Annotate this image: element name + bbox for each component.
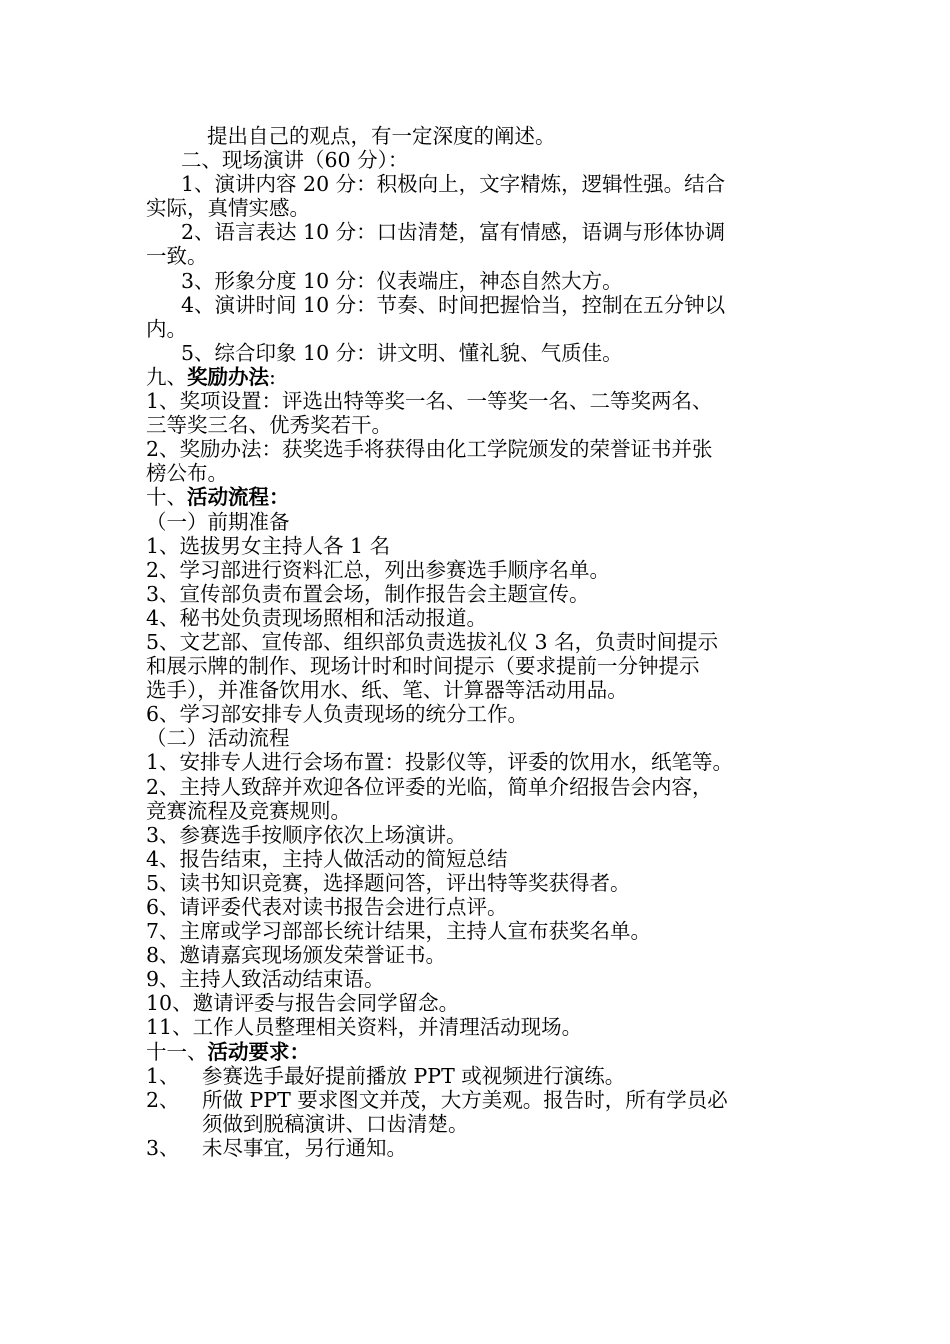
section-2-items xyxy=(146,172,826,365)
subsection-1-title: （一）前期准备 xyxy=(146,509,290,534)
sub1-item-2: 2、学习部进行资料汇总，列出参赛选手顺序名单。 xyxy=(146,557,611,582)
sub2-item-9: 9、主持人致活动结束语。 xyxy=(146,967,385,992)
s11-item-3-line-1: 未尽事宜，另行通知。 xyxy=(202,1135,407,1160)
s2-item-1-line-1: 1、演讲内容 20 分：积极向上，文字精炼，逻辑性强。结合 xyxy=(181,172,726,197)
sub2-item-1: 1、安排专人进行会场布置：投影仪等，评委的饮用水，纸笔等。 xyxy=(146,750,734,775)
sub1-item-5-line-3: 选手），并准备饮用水、纸、笔、计算器等活动用品。 xyxy=(146,678,628,703)
s11-item-2 xyxy=(146,1088,826,1136)
s2-item-3-line-1: 3、形象分度 10 分：仪表端庄，神态自然大方。 xyxy=(181,268,623,293)
section-9-title: 奖励办法 xyxy=(187,364,269,389)
subsection-2-title: （二）活动流程 xyxy=(146,726,290,751)
s9-item-2-line-1: 2、奖励办法：获奖选手将获得由化工学院颁发的荣誉证书并张 xyxy=(146,437,713,462)
sub2-item-2-line-1: 2、主持人致辞并欢迎各位评委的光临，简单介绍报告会内容， xyxy=(146,774,713,799)
section-9-heading xyxy=(146,365,826,389)
section-10-title: 活动流程： xyxy=(187,485,290,510)
s9-item-1-line-1: 1、奖项设置：评选出特等奖一名、一等奖一名、二等奖两名、 xyxy=(146,389,713,414)
sub2-item-10: 10、邀请评委与报告会同学留念。 xyxy=(146,991,460,1016)
subsection-1-items xyxy=(146,534,826,727)
s11-item-1-text xyxy=(202,1064,802,1088)
s11-item-2-line-1: 所做 PPT 要求图文并茂，大方美观。报告时，所有学员必 xyxy=(202,1087,728,1112)
section-10-heading xyxy=(146,485,826,509)
sub1-item-6: 6、学习部安排专人负责现场的统分工作。 xyxy=(146,702,529,727)
sub2-item-8: 8、邀请嘉宾现场颁发荣誉证书。 xyxy=(146,943,447,968)
section-2-title: 二、现场演讲（60 分）： xyxy=(181,148,409,173)
section-9-prefix: 九、 xyxy=(146,364,187,389)
sub2-item-7: 7、主席或学习部部长统计结果，主持人宣布获奖名单。 xyxy=(146,919,652,944)
section-9-suffix: : xyxy=(269,364,276,389)
s2-item-2-line-1: 2、语言表达 10 分：口齿清楚，富有情感，语调与形体协调 xyxy=(181,220,726,245)
subsection-2-items xyxy=(146,750,826,1039)
s11-item-3-text xyxy=(202,1136,802,1160)
intro-continuation: 提出自己的观点，有一定深度的阐述。 xyxy=(207,124,556,148)
s2-item-2-line-2: 一致。 xyxy=(146,244,208,269)
sub1-item-1: 1、选拔男女主持人各 1 名 xyxy=(146,533,391,558)
sub1-item-5-line-1: 5、文艺部、宣传部、组织部负责选拔礼仪 3 名，负责时间提示 xyxy=(146,629,719,654)
s11-item-2-number: 2、 xyxy=(146,1087,180,1112)
s11-item-2-line-2: 须做到脱稿演讲、口齿清楚。 xyxy=(202,1111,469,1136)
sub2-item-2-line-2: 竞赛流程及竞赛规则。 xyxy=(146,798,351,823)
section-11-items xyxy=(146,1064,826,1160)
document-body xyxy=(146,124,826,1160)
sub2-item-5: 5、读书知识竞赛，选择题问答，评出特等奖获得者。 xyxy=(146,870,631,895)
section-11-prefix: 十一、 xyxy=(146,1039,208,1064)
section-9-items xyxy=(146,389,826,485)
s9-item-1-line-2: 三等奖三名、优秀奖若干。 xyxy=(146,413,392,438)
sub2-item-11: 11、工作人员整理相关资料，并清理活动现场。 xyxy=(146,1015,583,1040)
s11-item-3 xyxy=(146,1136,826,1160)
sub2-item-6: 6、请评委代表对读书报告会进行点评。 xyxy=(146,895,508,919)
sub1-item-5-line-2: 和展示牌的制作、现场计时和时间提示（要求提前一分钟提示 xyxy=(146,654,700,679)
s2-item-4-line-2: 内。 xyxy=(146,316,187,341)
s2-item-5-line-1: 5、综合印象 10 分：讲文明、懂礼貌、气质佳。 xyxy=(181,340,623,365)
section-11-heading xyxy=(146,1040,826,1064)
s11-item-2-text xyxy=(202,1088,802,1136)
s2-item-4-line-1: 4、演讲时间 10 分：节奏、时间把握恰当，控制在五分钟以 xyxy=(181,292,726,317)
sub1-item-4: 4、秘书处负责现场照相和活动报道。 xyxy=(146,605,488,630)
s11-item-1-line-1: 参赛选手最好提前播放 PPT 或视频进行演练。 xyxy=(202,1063,626,1088)
sub1-item-3: 3、宣传部负责布置会场，制作报告会主题宣传。 xyxy=(146,581,590,606)
s9-item-2-line-2: 榜公布。 xyxy=(146,461,228,486)
s2-item-1-line-2: 实际，真情实感。 xyxy=(146,196,310,221)
sub2-item-4: 4、报告结束，主持人做活动的简短总结 xyxy=(146,846,508,871)
s11-item-1 xyxy=(146,1064,826,1088)
section-11-title: 活动要求： xyxy=(207,1039,310,1064)
s11-item-3-number: 3、 xyxy=(146,1135,180,1160)
s11-item-1-number: 1、 xyxy=(146,1063,180,1088)
section-10-prefix: 十、 xyxy=(146,485,187,510)
sub2-item-3: 3、参赛选手按顺序依次上场演讲。 xyxy=(146,822,467,847)
